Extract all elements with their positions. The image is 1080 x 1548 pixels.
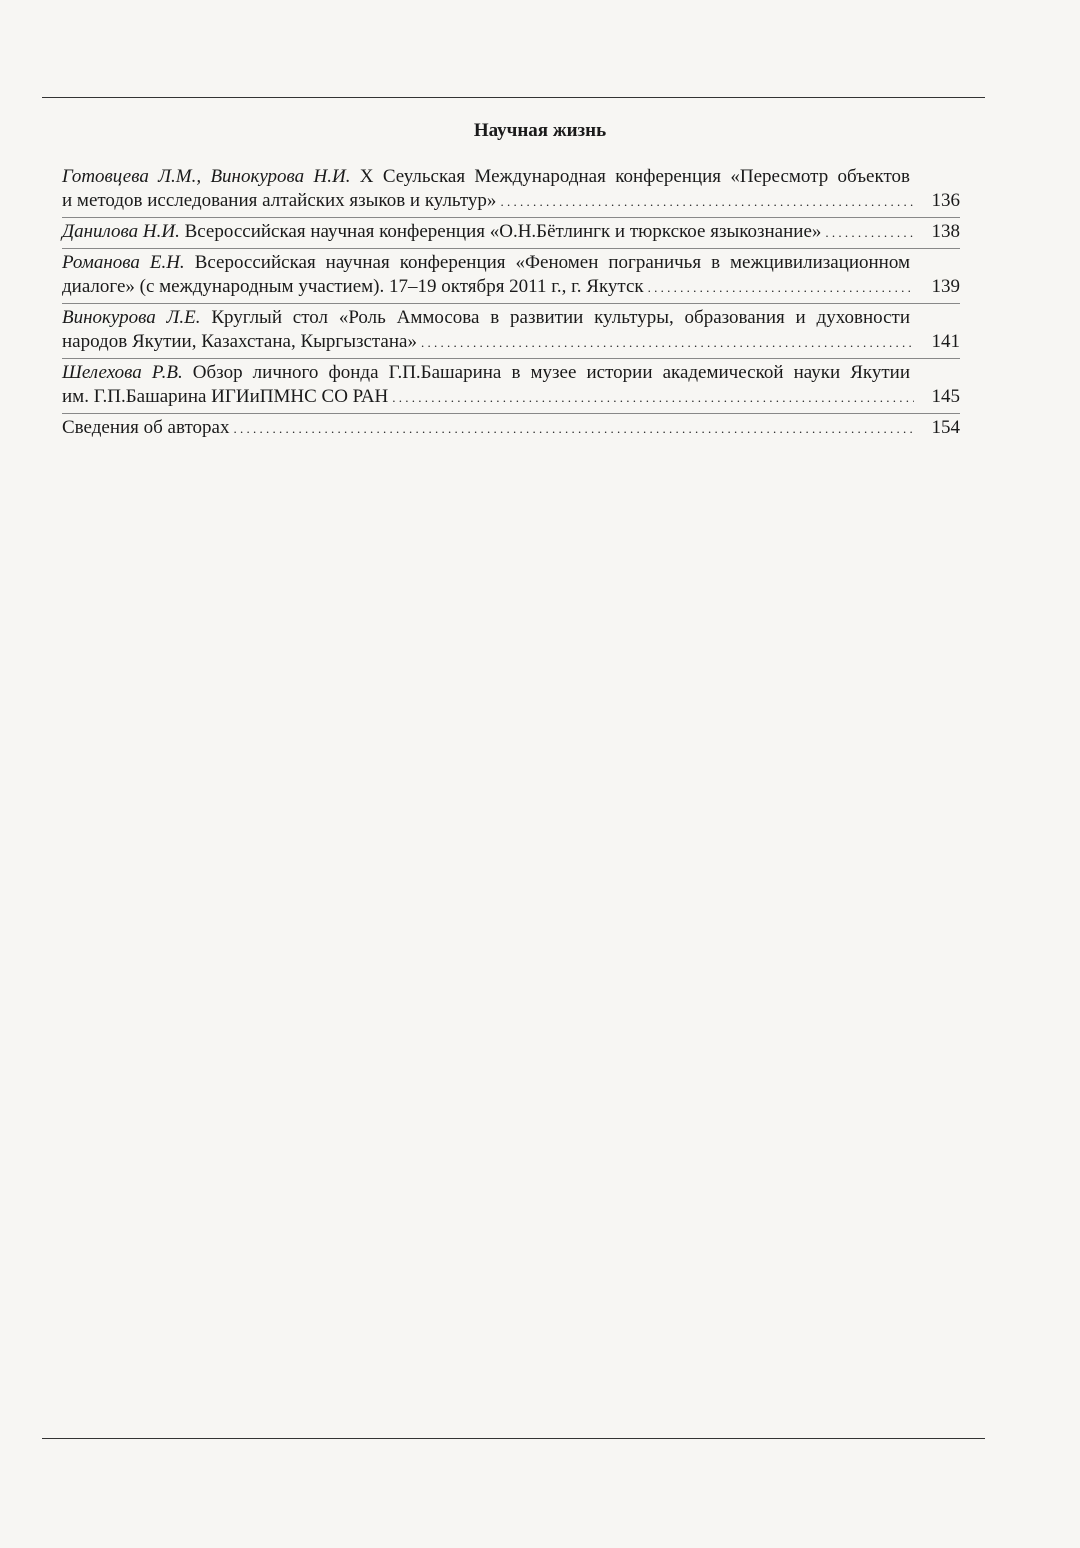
bottom-rule: [42, 1438, 985, 1439]
toc-line: [62, 189, 960, 214]
entry-title: Обзор личного фонда Г.П.Башарина в музее истории академической науки Якутии: [192, 362, 911, 383]
toc-entry[interactable]: [62, 249, 960, 304]
toc-line: [62, 385, 960, 410]
top-rule: [42, 97, 985, 98]
toc-line: [62, 306, 960, 330]
toc-entry[interactable]: [62, 414, 960, 444]
entry-author: Данилова Н.И.: [62, 221, 180, 242]
page-number: 139: [931, 276, 960, 297]
page-number: 141: [931, 331, 960, 352]
toc-entry[interactable]: [62, 163, 960, 218]
toc-entry[interactable]: [62, 359, 960, 414]
toc-line: [62, 165, 960, 189]
dot-leader: [500, 190, 914, 214]
toc-line: [62, 330, 960, 355]
entry-author: Романова Е.Н.: [62, 252, 185, 273]
entry-author: Винокурова Л.Е.: [62, 307, 201, 328]
entry-title: Х Сеульская Международная конференция «Пересмотр объектов: [359, 166, 910, 187]
dot-leader: [392, 386, 914, 410]
dot-leader: [233, 417, 914, 441]
page-number: 136: [931, 190, 960, 211]
entry-title: Сведения об авторах: [62, 417, 230, 438]
dot-leader: [825, 221, 914, 245]
dot-leader: [648, 276, 914, 300]
entry-title: и методов исследования алтайских языков и культур»: [62, 190, 497, 211]
entry-author: Готовцева Л.М., Винокурова Н.И.: [62, 166, 351, 187]
entry-title: им. Г.П.Башарина ИГИиПМНС СО РАН: [62, 386, 389, 407]
toc-entry[interactable]: [62, 218, 960, 249]
entry-title: Круглый стол «Роль Аммосова в развитии культуры, образования и духовности: [211, 307, 910, 328]
section-title: Научная жизнь: [473, 120, 607, 141]
entry-author: Шелехова Р.В.: [62, 362, 183, 383]
toc-line: [62, 361, 960, 385]
page-number: 145: [931, 386, 960, 407]
toc-line: [62, 416, 960, 441]
table-of-contents: [62, 163, 960, 444]
page-number: 154: [931, 417, 960, 438]
dot-leader: [421, 331, 914, 355]
toc-line: [62, 220, 960, 245]
entry-title: Всероссийская научная конференция «О.Н.Бётлингк и тюркское языкознание»: [184, 221, 822, 242]
toc-entry[interactable]: [62, 304, 960, 359]
toc-line: [62, 275, 960, 300]
page-number: 138: [931, 221, 960, 242]
toc-line: [62, 251, 960, 275]
entry-title: диалоге» (с международным участием). 17–19 октября 2011 г., г. Якутск: [62, 276, 644, 297]
entry-title: народов Якутии, Казахстана, Кыргызстана»: [62, 331, 417, 352]
entry-title: Всероссийская научная конференция «Феномен пограничья в межцивилизационном: [194, 252, 911, 273]
